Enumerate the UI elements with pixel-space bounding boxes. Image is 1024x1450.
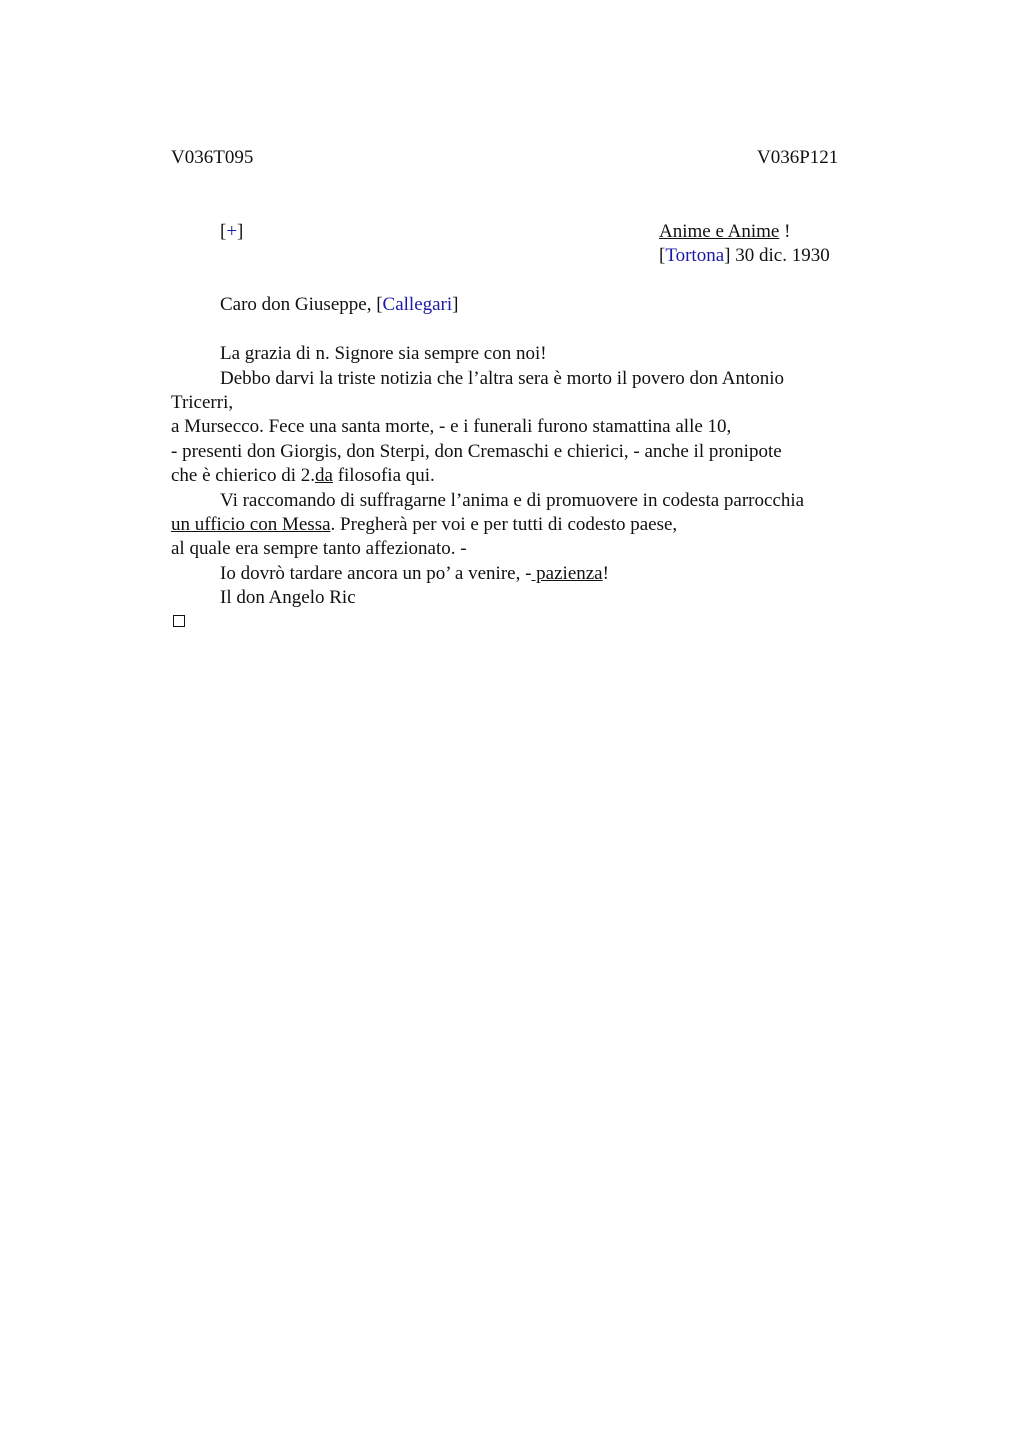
- body-line-6-underlined: da: [315, 465, 333, 486]
- body-line-6-start: che è chierico di 2.: [171, 465, 316, 486]
- dateline: [659, 244, 830, 268]
- body-line-6: [171, 464, 435, 488]
- body-line-8: [171, 513, 677, 537]
- body-line-2-text: Debbo darvi la triste notizia che l’altra sera è morto il povero don Antonio: [220, 368, 785, 389]
- body-line-10-end: !: [602, 563, 609, 584]
- plus-link[interactable]: +: [226, 221, 238, 242]
- body-line-10-underlined: pazienza: [531, 563, 603, 584]
- body-line-9-text: al quale era sempre tanto affezionato. -: [171, 538, 467, 559]
- body-line-10-start: Io dovrò tardare ancora un po’ a venire, -: [220, 563, 532, 584]
- body-line-1: [220, 342, 547, 366]
- signature-line: [220, 586, 356, 610]
- marker-close-bracket: ]: [237, 221, 244, 242]
- body-line-4: [171, 415, 731, 439]
- body-line-2: [220, 367, 784, 391]
- cross-marker: [220, 220, 243, 244]
- square-icon: [173, 615, 185, 627]
- recipient-name-link[interactable]: Callegari: [382, 294, 453, 315]
- marker-open-bracket: [: [220, 221, 227, 242]
- place-link[interactable]: Tortona: [665, 245, 725, 266]
- body-line-1-text: La grazia di n. Signore sia sempre con noi!: [220, 343, 547, 364]
- body-line-8-end: . Pregherà per voi e per tutti di codesto paese,: [330, 514, 678, 535]
- header-left-code: V036T095: [171, 147, 254, 168]
- title-suffix: !: [779, 221, 791, 242]
- body-line-7: [220, 489, 804, 513]
- body-line-3-text: Tricerri,: [171, 392, 234, 413]
- dateline-close-bracket: ]: [724, 245, 731, 266]
- document-code-right: [757, 146, 838, 170]
- letter-title: [659, 220, 790, 244]
- header-right-code: V036P121: [757, 147, 839, 168]
- dateline-open-bracket: [: [659, 245, 666, 266]
- body-line-6-end: filosofia qui.: [332, 465, 435, 486]
- body-line-7-text: Vi raccomando di suffragarne l’anima e di promuovere in codesta parrocchia: [220, 490, 805, 511]
- salutation-text: Caro don Giuseppe,: [220, 294, 377, 315]
- signature-text: Il don Angelo Ric: [220, 587, 356, 608]
- body-line-8-underlined: un ufficio con Messa: [171, 514, 331, 535]
- salutation-open-bracket: [: [376, 294, 383, 315]
- body-line-4-text: a Mursecco. Fece una santa morte, - e i funerali furono stamattina alle 10,: [171, 416, 732, 437]
- body-line-3: [171, 391, 233, 415]
- body-line-10: [220, 562, 609, 586]
- body-line-5: [171, 440, 782, 464]
- salutation-close-bracket: ]: [452, 294, 459, 315]
- body-line-9: [171, 537, 467, 561]
- salutation: [220, 293, 459, 317]
- document-code-left: [171, 146, 253, 170]
- title-underlined: Anime e Anime: [659, 221, 780, 242]
- body-line-5-text: - presenti don Giorgis, don Sterpi, don Cremaschi e chierici, - anche il pronipote: [171, 441, 782, 462]
- dateline-date: 30 dic. 1930: [730, 245, 830, 266]
